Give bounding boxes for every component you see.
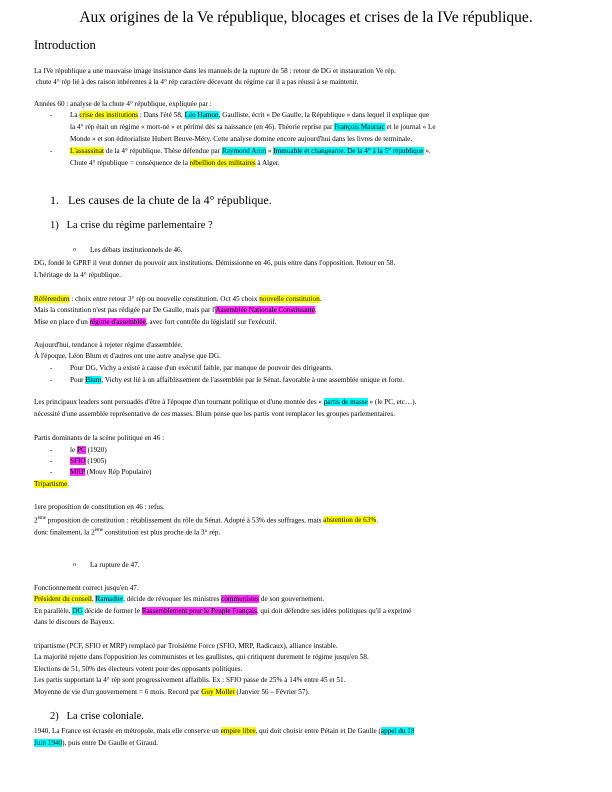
bullet-dash: - bbox=[50, 111, 53, 119]
paragraph: La majorité rejette dans l'opposition les communistes et les gaullistes, qui critiquent durement le régime jusqu'en 58. bbox=[34, 653, 369, 661]
intro-bullet-2: L'assassinat de la 4° république. Thèse défendue par Raymond Aron « Immuable et changeante. De la 4° à la 5° république ». bbox=[70, 147, 431, 155]
paragraph: Mais la constitution n'est pas rédigée par De Gaulle, mais par l'Assemblée Nationale Constituante. bbox=[34, 306, 317, 314]
intro-line: Années 60 : analyse de la chute 4° république, expliquée par : bbox=[34, 100, 212, 108]
paragraph: tripartisme (PCF, SFIO et MRP) remplacé par Troisième Force (SFIO, MRP, Radicaux), alliance instable. bbox=[34, 642, 338, 650]
intro-bullet-1-cont: la 4° rép était un régime « mort-né » et périmé dès sa naissance (en 46). Théorie reprise par François Mauriac et le journal « Le bbox=[70, 123, 436, 131]
document-title: Aux origines de la Ve république, blocages et crises de la IVe république. bbox=[79, 9, 533, 26]
circle-item: Les débats institutionnels de 46. bbox=[90, 246, 183, 254]
circle-bullet-icon: o bbox=[73, 247, 76, 253]
paragraph: Président du conseil, Ramadier, décide de révoquer les ministres communistes de son gouvernement. bbox=[34, 595, 325, 603]
bullet-dash: - bbox=[50, 446, 53, 454]
intro-line: chute 4° rép lié à des raison inhérentes à la 4° rép caractère décevant du régime car il a pas réussi à se maintenir. bbox=[34, 78, 359, 86]
paragraph: Mise en place d'un régime d'assemblée, avec fort contrôle du législatif sur l'exécutif. bbox=[34, 318, 277, 326]
party-item: SFIO (1905) bbox=[70, 457, 107, 465]
intro-bullet-2-cont: Chute 4° république = conséquence de la rébellion des militaires à Alger. bbox=[70, 159, 280, 167]
paragraph: Juin 1940), puis entre De Gaulle et Giraud. bbox=[34, 739, 158, 747]
paragraph: À l'époque, Léon Blum et d'autres ont une autre analyse que DG. bbox=[34, 352, 221, 360]
paragraph: DG, fondé le GPRF il veut donner du pouvoir aux institutions. Démissionne en 46, puis entre dans l'opposition. Retour en 58. bbox=[34, 259, 396, 267]
paragraph: 1ere proposition de constitution en 46 : refus. bbox=[34, 503, 165, 511]
subsection-2-heading: 2) La crise coloniale. bbox=[50, 711, 144, 722]
paragraph: dans le discours de Bayeux. bbox=[34, 618, 115, 626]
paragraph: En parallèle, DG décide de former le Rassemblement pour le Peuple Français, qui doit défendre ses idées politiques qu'il a exprimé bbox=[34, 607, 412, 615]
intro-line: La IVe république a une mauvaise image insistance dans les manuels de la rupture de 58 : retour de DG et instauration Ve rép. bbox=[34, 67, 396, 75]
circle-bullet-icon: o bbox=[73, 562, 76, 568]
bullet-dash: - bbox=[50, 457, 53, 465]
paragraph: Moyenne de vie d'un gouvernement = 6 mois. Record par Guy Mollet (Janvier 56 – Février 57). bbox=[34, 688, 310, 696]
paragraph: nécessité d'une assemblée représentative de ces masses. Blum pense que les partis vont remplacer les groupes parlementaires. bbox=[34, 410, 395, 418]
paragraph: Aujourd'hui, tendance à rejeter régime d'assemblée. bbox=[34, 341, 183, 349]
paragraph: Fonctionnement correct jusqu'en 47. bbox=[34, 584, 139, 592]
paragraph: Partis dominants de la scène politique en 46 : bbox=[34, 434, 165, 442]
bullet-dash: - bbox=[50, 376, 53, 384]
party-item: le PC (1920) bbox=[70, 446, 107, 454]
intro-bullet-1: La crise des institutions : Dans l'été 58, Léo Hamon, Gaulliste, écrit « De Gaulle, la République » dans lequel il explique que bbox=[70, 111, 430, 119]
bullet-item: Pour Blum, Vichy est lié à un affaiblissement de l'assemblée par le Sénat. favorable à une assemblée unique et forte. bbox=[70, 376, 404, 384]
section-1-heading: 1. Les causes de la chute de la 4° république. bbox=[50, 193, 272, 207]
intro-bullet-1-cont: Monde » et son éditorialiste Hubert Beuve-Méry. Cette analyse domine encore aujourd'hui dans les livres de terminale. bbox=[70, 135, 413, 143]
bullet-dash: - bbox=[50, 364, 53, 372]
paragraph: 2ème proposition de constitution : rétablissement du rôle du Sénat. Adopté à 53% des suffrages, mais abstention de 63%. bbox=[34, 516, 379, 525]
bullet-item: Pour DG, Vichy a existé à cause d'un exécutif faible, par manque de pouvoir des dirigeants. bbox=[70, 364, 333, 372]
intro-heading: Introduction bbox=[34, 38, 96, 52]
subsection-1-heading: 1) La crise du régime parlementaire ? bbox=[50, 220, 213, 231]
paragraph: Tripartisme. bbox=[34, 480, 70, 488]
paragraph: 1940, La France est écrasée en métropole, mais elle conserve un empire libre, qui doit choisir entre Pétain et De Gaulle (appel du 18 bbox=[34, 727, 415, 735]
paragraph: Référendum : choix entre retour 3° rép ou nouvelle constitution. Oct 45 choix nouvelle constitution. bbox=[34, 295, 322, 303]
paragraph: donc finalement, la 2ème constitution est plus proche de la 3° rép. bbox=[34, 528, 221, 537]
bullet-dash: - bbox=[50, 468, 53, 476]
paragraph: L'héritage de la 4° république. bbox=[34, 271, 121, 279]
paragraph: Les partis supportant la 4° rép sont progressivement affaiblis. Ex : SFIO passe de 25% à 14% entre 45 et 51. bbox=[34, 676, 346, 684]
bullet-dash: - bbox=[50, 147, 53, 155]
paragraph: Les principaux leaders sont persuadés d'être à l'époque d'un tournant politique et d'une montée des « partis de masse » (le PC, etc…). bbox=[34, 398, 417, 406]
party-item: MRP (Mouv Rép Populaire) bbox=[70, 468, 152, 476]
paragraph: Elections de 51, 50% des électeurs votent pour des opposants politiques. bbox=[34, 665, 243, 673]
circle-item: La rupture de 47. bbox=[90, 561, 140, 569]
